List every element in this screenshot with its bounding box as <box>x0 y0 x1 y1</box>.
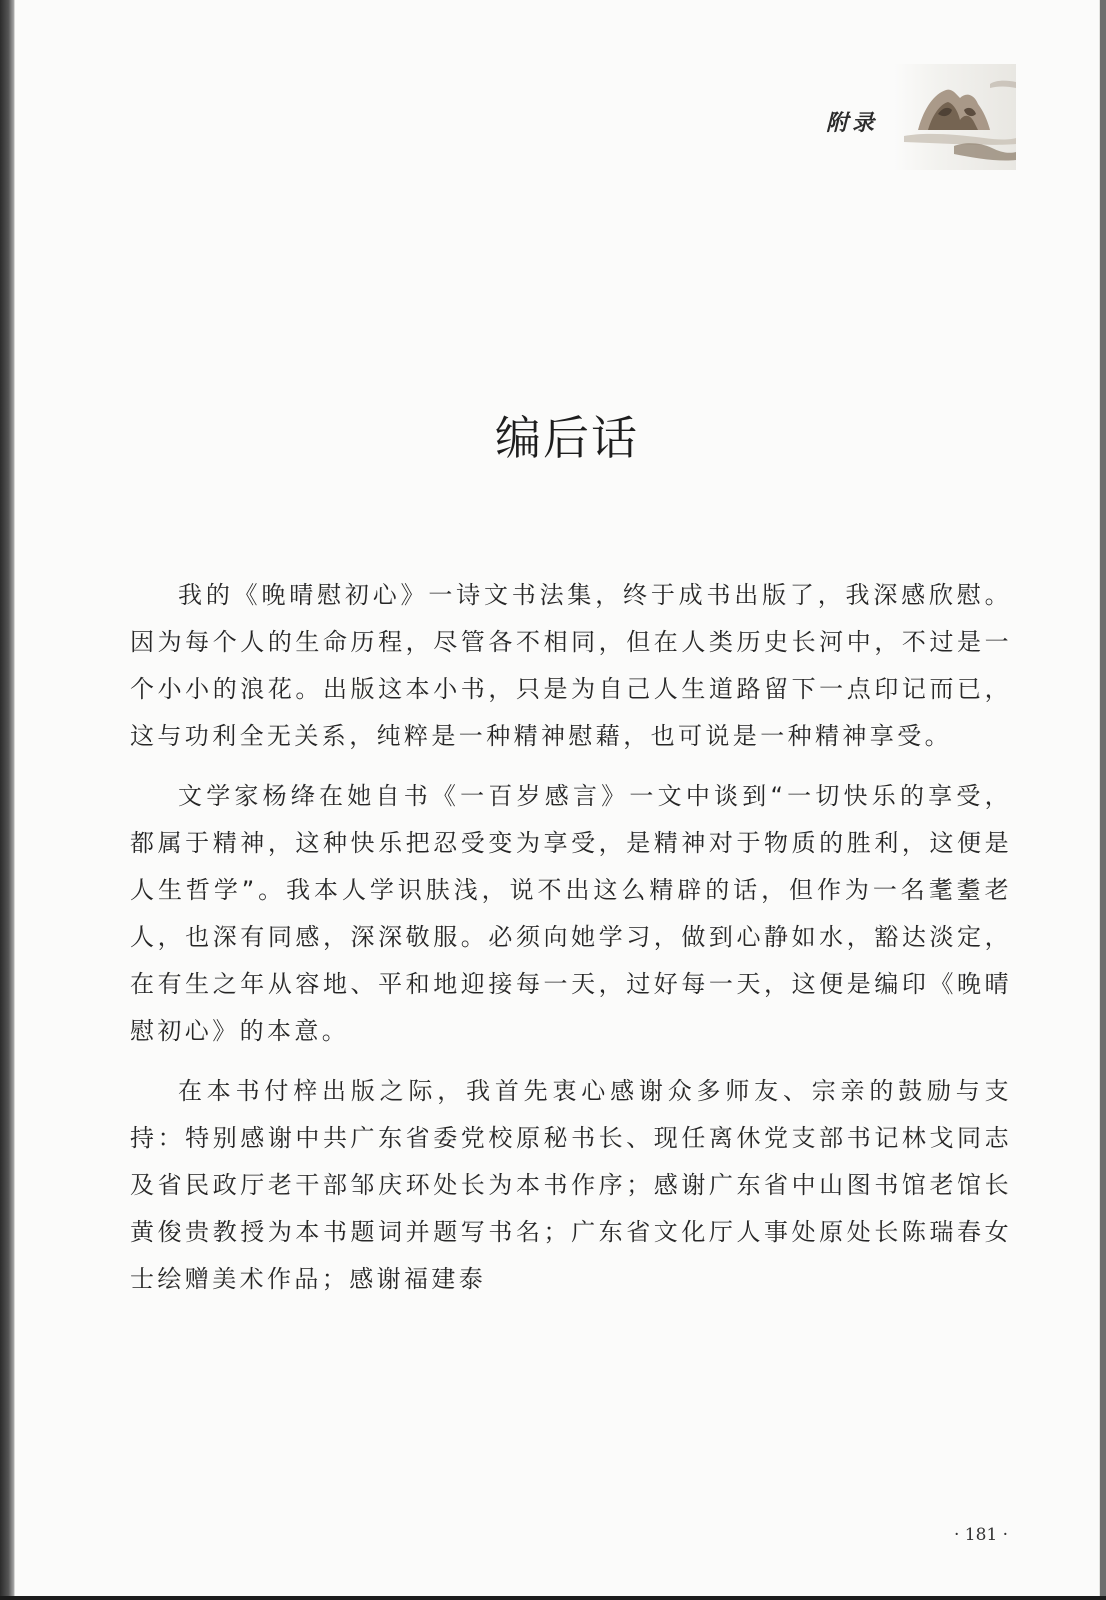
paragraph: 在本书付梓出版之际，我首先衷心感谢众多师友、宗亲的鼓励与支持：特别感谢中共广东省委党校原秘书长、现任离休党支部书记林戈同志及省民政厅老干部邹庆环处长为本书作序；感谢广东省中山图书馆老馆长黄俊贵教授为本书题词并题写书名；广东省文化厅人事处原处长陈瑞春女士绘赠美术作品；感谢福建泰 <box>130 1077 1012 1293</box>
scan-bottom-edge <box>0 1596 1106 1600</box>
body-text <box>130 572 1012 1316</box>
book-page <box>14 0 1100 1596</box>
page-title: 编后话 <box>495 411 639 465</box>
page-number: · 181 · <box>954 1525 1009 1545</box>
paragraph: 我的《晚晴慰初心》一诗文书法集，终于成书出版了，我深感欣慰。因为每个人的生命历程，尽管各不相同，但在人类历史长河中，不过是一个小小的浪花。出版这本小书，只是为自己人生道路留下一点印记而已，这与功利全无关系，纯粹是一种精神慰藉，也可说是一种精神享受。 <box>130 581 1012 750</box>
running-header-label: 附录 <box>826 110 879 136</box>
paragraph: 文学家杨绛在她自书《一百岁感言》一文中谈到“一切快乐的享受，都属于精神，这种快乐把忍受变为享受，是精神对于物质的胜利，这便是人生哲学”。我本人学识肤浅，说不出这么精辟的话，但作为一名耄耋老人，也深有同感，深深敬服。必须向她学习，做到心静如水，豁达淡定，在有生之年从容地、平和地迎接每一天，过好每一天，这便是编印《晚晴慰初心》的本意。 <box>130 782 1012 1045</box>
scan-left-edge <box>0 0 14 1600</box>
landscape-illustration <box>894 64 1016 170</box>
